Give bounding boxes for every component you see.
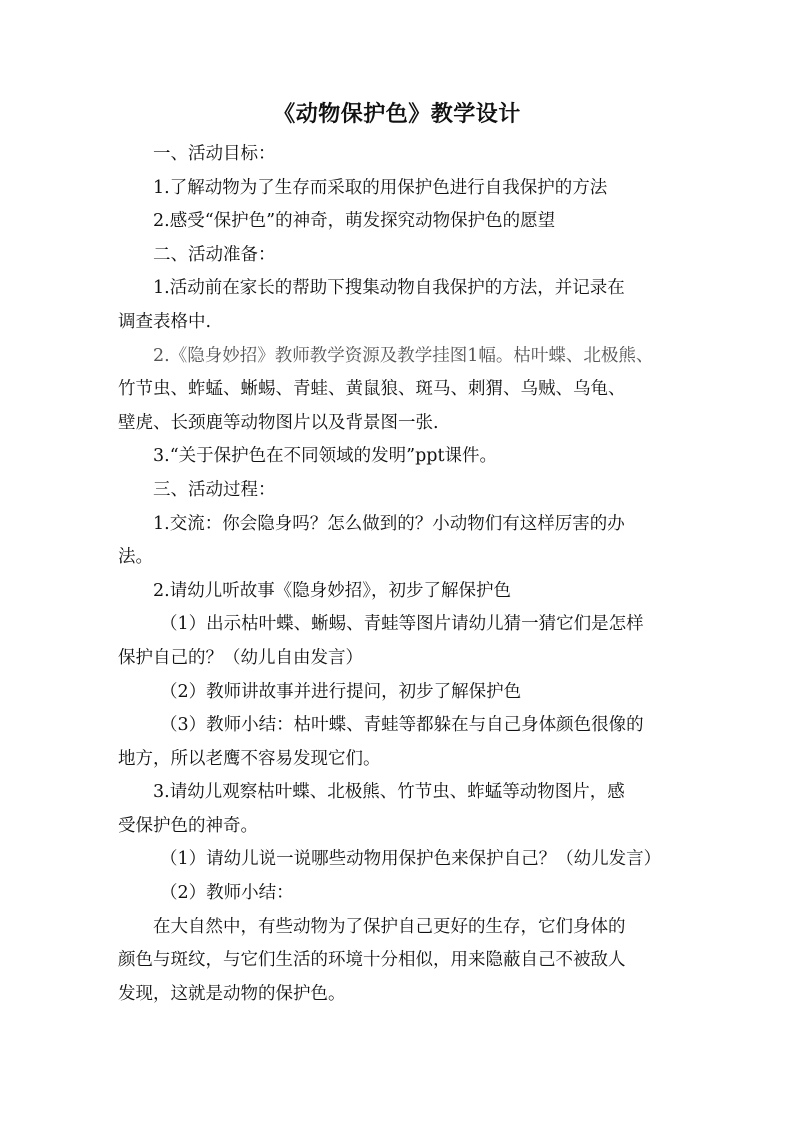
prep-item-2-line-1: 2.《隐身妙招》教师教学资源及教学挂图1幅。枯叶蝶、北极熊、 (153, 345, 654, 366)
process-subitem-3-line-1: （3）教师小结：枯叶蝶、青蛙等都躲在与自己身体颜色很像的 (160, 715, 644, 736)
summary-line-1: 在大自然中，有些动物为了保护自己更好的生存，它们身体的 (153, 916, 626, 937)
process-subitem-2: （2）教师讲故事并进行提问，初步了解保护色 (160, 681, 522, 702)
process-item-3-line-1: 3.请幼儿观察枯叶蝶、北极熊、竹节虫、蚱蜢等动物图片，感 (153, 782, 625, 803)
goal-item-1: 1.了解动物为了生存而采取的用保护色进行自我保护的方法 (153, 177, 608, 198)
goal-item-2: 2.感受“保护色”的神奇，萌发探究动物保护色的愿望 (153, 211, 556, 232)
prep-item-2-line-2: 竹节虫、蚱蜢、蜥蜴、青蛙、黄鼠狼、斑马、刺猬、乌贼、乌龟、 (118, 379, 626, 400)
section-heading-preparation: 二、活动准备： (153, 244, 276, 265)
prep-item-3: 3.“关于保护色在不同领域的发明”ppt课件。 (153, 446, 498, 467)
prep-item-1-line-1: 1.活动前在家长的帮助下搜集动物自我保护的方法，并记录在 (153, 278, 625, 299)
process-subitem-1-line-1: （1）出示枯叶蝶、蜥蜴、青蛙等图片请幼儿猜一猜它们是怎样 (160, 614, 644, 635)
summary-line-2: 颜色与斑纹，与它们生活的环境十分相似，用来隐蔽自己不被敌人 (118, 950, 626, 971)
process-item-1-line-1: 1.交流：你会隐身吗？怎么做到的？小动物们有这样厉害的办 (153, 513, 625, 534)
process-subitem-3-line-2: 地方，所以老鹰不容易发现它们。 (118, 748, 381, 769)
section-heading-goals: 一、活动目标： (153, 144, 276, 164)
process-item-3-sub-1: （1）请幼儿说一说哪些动物用保护色来保护自己？（幼儿发言） (160, 849, 662, 870)
process-item-1-line-2: 法。 (118, 547, 153, 568)
process-item-3-sub-2: （2）教师小结： (160, 883, 294, 904)
prep-item-1-line-2: 调查表格中. (118, 311, 212, 332)
document-body (118, 138, 690, 1011)
prep-item-2-line-3: 壁虎、长颈鹿等动物图片以及背景图一张. (118, 412, 439, 433)
section-heading-process: 三、活动过程： (153, 479, 276, 500)
summary-line-3: 发现，这就是动物的保护色。 (118, 983, 346, 1004)
process-item-3-line-2: 受保护色的神奇。 (118, 815, 258, 836)
process-subitem-1-line-2: 保护自己的？（幼儿自由发言） (118, 647, 363, 668)
process-item-2: 2.请幼儿听故事《隐身妙招》，初步了解保护色 (153, 580, 511, 601)
document-title: 《动物保护色》教学设计 (273, 101, 521, 127)
